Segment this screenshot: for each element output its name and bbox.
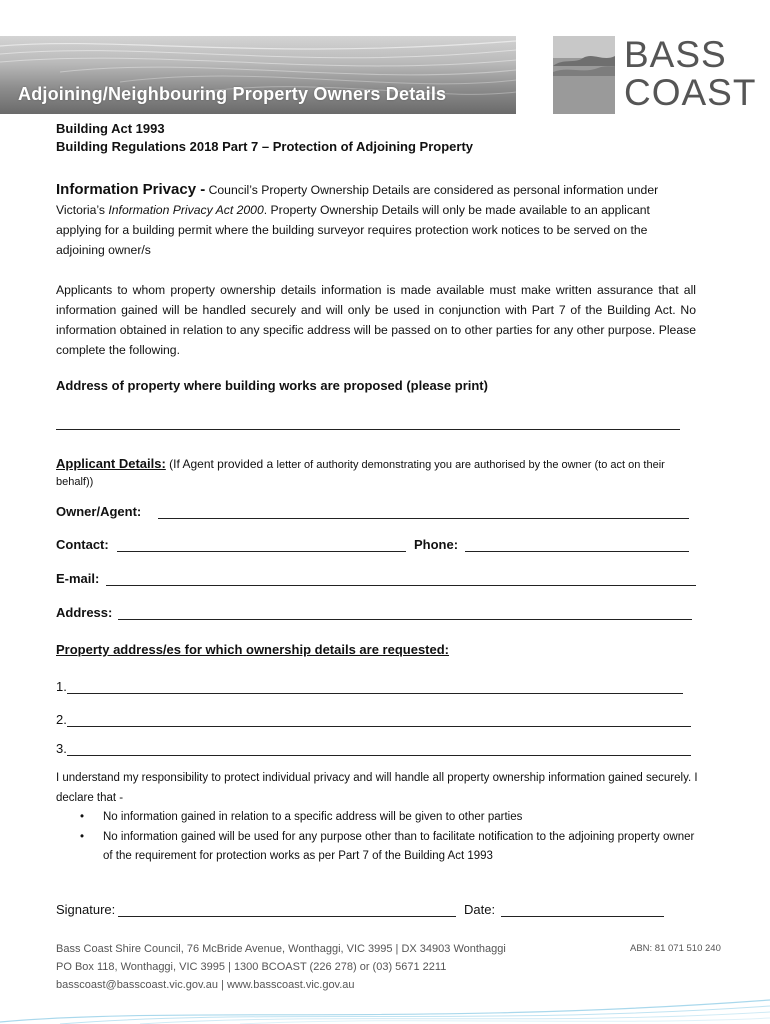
address-field[interactable]: [118, 619, 692, 620]
bullet-icon: •: [80, 811, 85, 823]
logo-text-bass: BASS: [624, 34, 727, 75]
applicants-paragraph: Applicants to whom property ownership details information is made available must make written assurance that all information gained will be handled securely and will only be used in conjunction with Part 7 of the Building Act. No information obtained in relation to any specific address will be passed on to other parties for any other purpose. Please complete the following.: [56, 283, 696, 357]
date-label: Date:: [464, 902, 496, 917]
address-heading: Address of property where building works are proposed (please print): [56, 378, 488, 393]
declaration-bullet-1: [56, 808, 696, 828]
owner-agent-label: Owner/Agent:: [56, 504, 142, 519]
date-field[interactable]: [501, 916, 664, 917]
property-item-3-label: 3.: [56, 741, 67, 756]
bullet-icon: •: [80, 830, 85, 843]
applicant-note-a: (If Agent provided a: [165, 457, 277, 471]
declaration-list: [56, 808, 696, 867]
phone-label: Phone:: [414, 537, 459, 552]
property-item-1-field[interactable]: [67, 693, 683, 694]
act-line-1: Building Act 1993: [56, 121, 165, 136]
email-label: E-mail:: [56, 571, 100, 586]
applicant-heading: Applicant Details:: [56, 456, 166, 471]
property-item-3-field[interactable]: [67, 755, 691, 756]
address-input-line[interactable]: [56, 429, 680, 430]
applicant-note-b: letter of authority demonstrating you are authorised by the owner (to act on their behalf)): [56, 459, 665, 488]
property-item-2-field[interactable]: [67, 726, 691, 727]
signature-label: Signature:: [56, 902, 116, 917]
footer-contact-line: PO Box 118, Wonthaggi, VIC 3995 | 1300 BCOAST (226 278) or (03) 5671 2211: [56, 961, 447, 973]
privacy-paragraph: [56, 180, 676, 260]
footer-address-line: Bass Coast Shire Council, 76 McBride Avenue, Wonthaggi, VIC 3995 | DX 34903 Wonthaggi: [56, 943, 506, 955]
phone-field[interactable]: [465, 551, 689, 552]
footer-web-line: basscoast@basscoast.vic.gov.au | www.basscoast.vic.gov.au: [56, 979, 355, 991]
privacy-act-name: Information Privacy Act 2000: [108, 203, 264, 217]
applicant-details: [56, 456, 696, 490]
footer-wave-graphic: [0, 996, 770, 1024]
logo-text-coast: COAST: [624, 72, 757, 113]
privacy-text-a: Council’s Property Ownership Details are considered as personal information under Victoria’s: [56, 183, 659, 217]
property-item-2-label: 2.: [56, 712, 67, 727]
banner-title: Adjoining/Neighbouring Property Owners Details: [18, 84, 447, 104]
address-label: Address:: [56, 605, 113, 620]
privacy-text-b: . Property Ownership Details will only be made available to an applicant applying for a building permit where the building surveyor requires protection work notices to be served on the adjoining owner/s: [56, 203, 650, 257]
declaration-bullet-1-text: No information gained in relation to a specific address will be given to other parties: [103, 811, 523, 823]
contact-field[interactable]: [117, 551, 406, 552]
declaration-bullet-2: [56, 828, 696, 867]
declaration-intro: I understand my responsibility to protect individual privacy and will handle all property ownership information gained securely. I declare that -: [56, 772, 698, 804]
signature-field[interactable]: [118, 916, 456, 917]
contact-label: Contact:: [56, 537, 109, 552]
bass-coast-logo-icon: [553, 36, 615, 114]
property-heading: Property address/es for which ownership details are requested:: [56, 642, 450, 657]
footer-abn: ABN: 81 071 510 240: [630, 943, 721, 954]
property-item-1-label: 1.: [56, 679, 67, 694]
email-field[interactable]: [106, 585, 696, 586]
act-line-2: Building Regulations 2018 Part 7 – Protection of Adjoining Property: [56, 139, 474, 154]
declaration-bullet-2-text: No information gained will be used for any purpose other than to facilitate notification to the adjoining property owner of the requirement for protection works as per Part 7 of the Building Act 1993: [103, 830, 695, 862]
privacy-heading: Information Privacy -: [56, 181, 206, 198]
owner-agent-field[interactable]: [158, 518, 689, 519]
